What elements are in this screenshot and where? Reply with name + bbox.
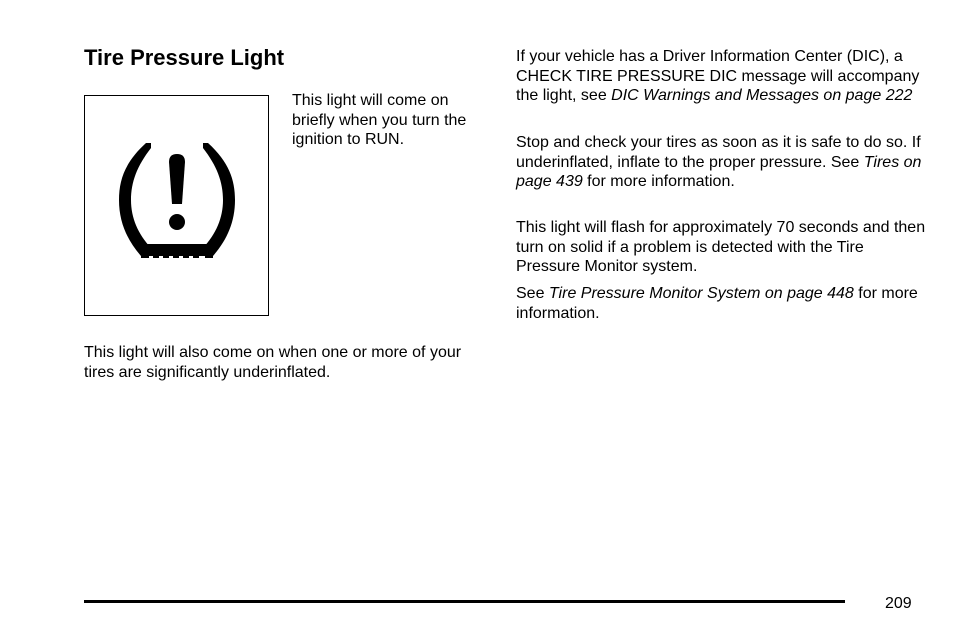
tires-reference-link[interactable]: Tires on page 439 [516,153,922,190]
tire-pressure-icon-box [84,95,269,316]
footer-rule [84,600,845,603]
page-number: 209 [885,595,912,612]
dic-reference-link[interactable]: DIC Warnings and Messages on page 222 [611,87,913,104]
see-monitor-text: See [516,285,549,302]
check-tires-text-end: for more information. [582,173,735,190]
see-monitor-text-end: for more information. [516,285,918,322]
check-tires-text: Stop and check your tires as soon as it is safe to do so. If underinflated, inflate to the proper pressure. See [516,134,921,171]
tire-pressure-warning-icon [85,96,270,317]
dic-paragraph [516,47,926,106]
monitor-system-reference-link[interactable]: Tire Pressure Monitor System on page 448 [548,285,854,302]
section-title: Tire Pressure Light [84,45,285,70]
check-tires-paragraph [516,133,926,192]
see-monitor-paragraph [516,284,926,323]
dic-paragraph-text: If your vehicle has a Driver Information Center (DIC), a CHECK TIRE PRESSURE DIC message will accompany the light, see [516,48,920,104]
flash-paragraph: This light will flash for approximately 70 seconds and then turn on solid if a problem is detected with the Tire Pressure Monitor system. [516,219,926,275]
icon-description-text: This light will come on briefly when you turn the ignition to RUN. [292,92,467,148]
underinflated-text: This light will also come on when one or more of your tires are significantly underinflated. [84,344,462,381]
